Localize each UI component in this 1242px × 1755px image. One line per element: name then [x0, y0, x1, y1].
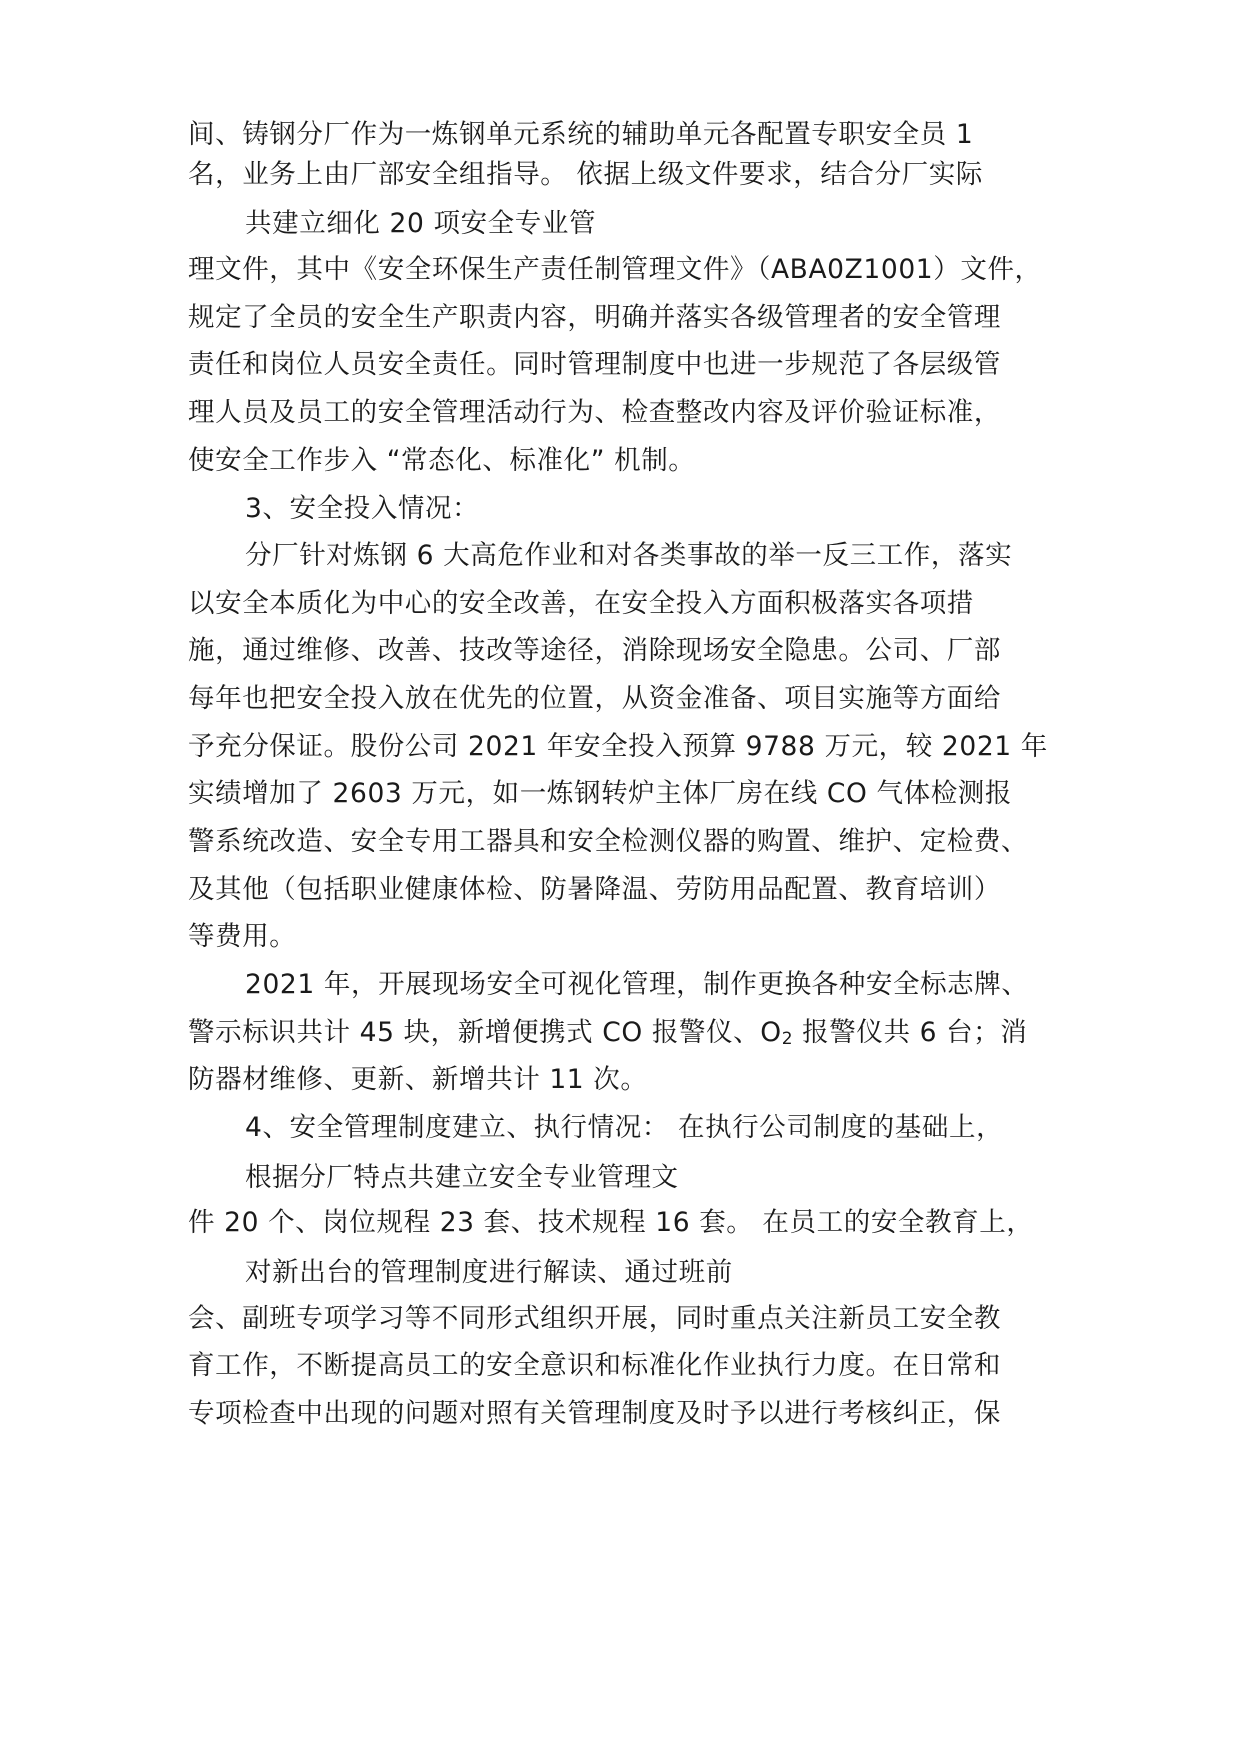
text-fragment: 警示标识共计 45 块，新增便携式 CO 报警仪、O — [188, 1017, 782, 1048]
text-line: 及其他（包括职业健康体检、防暑降温、劳防用品配置、教育培训） — [188, 874, 1001, 905]
text-line: 每年也把安全投入放在优先的位置，从资金准备、项目实施等方面给 — [188, 683, 1001, 714]
text-line: 2021 年，开展现场安全可视化管理，制作更换各种安全标志牌、 — [245, 969, 1029, 1000]
section-heading: 4、安全管理制度建立、执行情况： 在执行公司制度的基础上， — [245, 1112, 1004, 1143]
text-line: 理文件，其中《安全环保生产责任制管理文件》（ABA0Z1001）文件， — [188, 254, 1042, 285]
text-line: 会、副班专项学习等不同形式组织开展，同时重点关注新员工安全教 — [188, 1303, 1001, 1334]
text-line: 件 20 个、岗位规程 23 套、技术规程 16 套。 在员工的安全教育上， — [188, 1207, 1034, 1238]
text-line: 实绩增加了 2603 万元，如一炼钢转炉主体厂房在线 CO 气体检测报 — [188, 778, 1012, 809]
text-line: 使安全工作步入 “常态化、标准化” 机制。 — [188, 445, 696, 476]
text-line — [188, 1015, 1027, 1051]
text-line: 间、铸钢分厂作为一炼钢单元系统的辅助单元各配置专职安全员 1 — [188, 119, 974, 150]
text-line: 责任和岗位人员安全责任。同时管理制度中也进一步规范了各层级管 — [188, 349, 1001, 380]
text-fragment: 报警仪共 6 台；消 — [793, 1017, 1028, 1048]
text-line: 规定了全员的安全生产职责内容，明确并落实各级管理者的安全管理 — [188, 302, 1001, 333]
text-line: 警系统改造、安全专用工器具和安全检测仪器的购置、维护、定检费、 — [188, 826, 1029, 857]
text-line: 根据分厂特点共建立安全专业管理文 — [245, 1162, 679, 1193]
subscript-two: 2 — [781, 1029, 794, 1049]
text-line: 共建立细化 20 项安全专业管 — [245, 208, 597, 239]
text-line: 对新出台的管理制度进行解读、通过班前 — [245, 1257, 733, 1288]
text-line: 专项检查中出现的问题对照有关管理制度及时予以进行考核纠正，保 — [188, 1398, 1001, 1429]
text-line: 防器材维修、更新、新增共计 11 次。 — [188, 1064, 648, 1095]
text-line: 施，通过维修、改善、技改等途径，消除现场安全隐患。公司、厂部 — [188, 635, 1001, 666]
text-line: 分厂针对炼钢 6 大高危作业和对各类事故的举一反三工作，落实 — [245, 540, 1013, 571]
text-line: 育工作，不断提高员工的安全意识和标准化作业执行力度。在日常和 — [188, 1350, 1001, 1381]
text-line: 等费用。 — [188, 921, 297, 952]
text-line: 予充分保证。股份公司 2021 年安全投入预算 9788 万元，较 2021 年 — [188, 731, 1048, 762]
text-line: 理人员及员工的安全管理活动行为、检查整改内容及评价验证标准， — [188, 397, 1001, 428]
section-heading: 3、安全投入情况： — [245, 493, 480, 524]
text-line: 名，业务上由厂部安全组指导。 依据上级文件要求，结合分厂实际 — [188, 159, 983, 190]
text-line: 以安全本质化为中心的安全改善，在安全投入方面积极落实各项措 — [188, 588, 974, 619]
